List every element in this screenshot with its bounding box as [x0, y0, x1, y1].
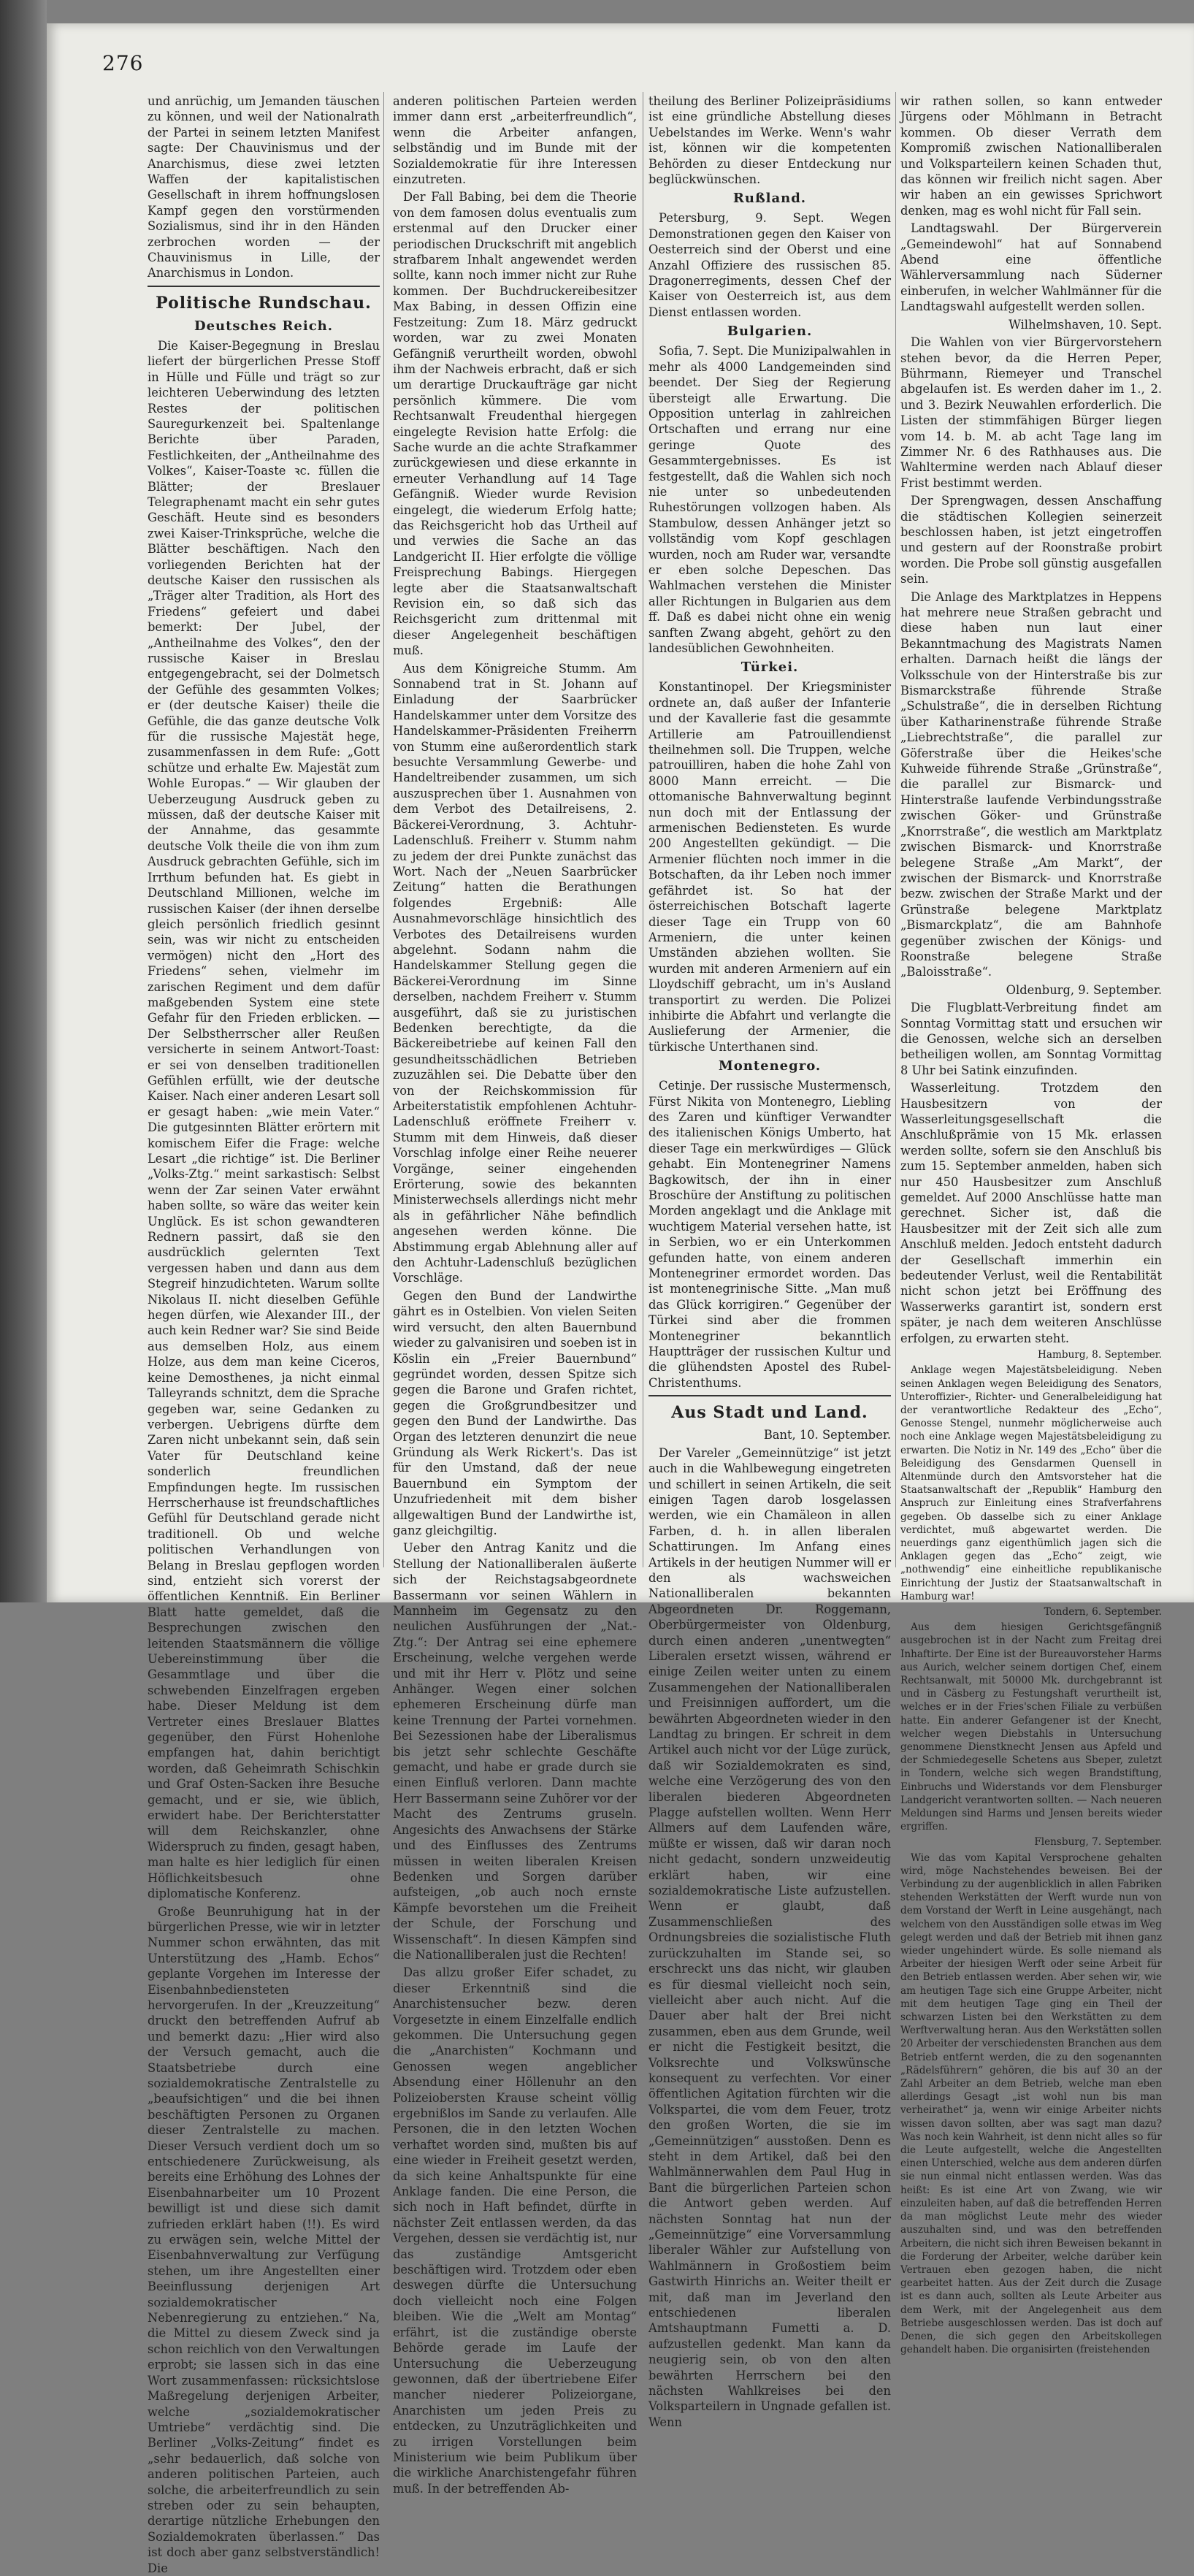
article-text-small: Wie das vom Kapital Versprochene gehalten wird, möge Nachstehendes beweisen. Bei der Verbindung zu der augenblicklich in allen Fabriken stehenden Werkstätten der Werft wurde nun von dem Vorstand der Werft in Leine ausgehängt, nach welchem von den Ausständigen solle etwas im Weg gelegt werden und daß der Betrieb mit ihnen ganz wieder ungehindert würde. Es solle niemand als Arbeiter der hiesigen Werft oder seine Arbeit für den Betrieb entlassen werden. Aber sehen wir, wie am heutigen Tage sich eine Gruppe Arbeiter, nicht mit dem heutigen Tage ging ein Theil der schwarzen Listen bei den Werkstätten zu dem Werftverwaltung heran. Aus den Werkstätten sollen 20 Arbeiter der verschiedensten Branchen aus dem Betrieb entfernt werden, die zu den sogenannten „Rädelsführern“ gehören, die bis auf 30 an der Zahl Arbeiter an dem Betrieb, welche man eben allerdings Gesagt „ist wohl nun bis man verheirathet“ ja, wenn wir einige Arbeiter nichts wissen davon sollten, aber was sagt man dazu? Was noch kein Wahrheit, ist denn nicht alles so für die Leute aufgestellt, welche die Angestellten einen Unterschied, welche aus dem anderen dürfen sie nun einmal nicht entlassen werden. Was das heißt: Es ist eine Art von Zwang, wie wir einzuleiten haben, auf daß die betreffenden Herren da man möglichst Leute mehr des wieder auszuhalten sind, und was den betreffenden Arbeitern, die nicht sich ihren Beweisen bekannt in die Forderung der Arbeiter, welche darüber kein Vertrauen eben gezogen haben, die nicht gearbeitet hatten. Aus der Zeit durch die Zusage ist es dann auch, sollten als Leute Arbeiter aus dem Werk, mit der Angelegenheit aus dem Betriebe ausgeschlossen werden. Das ist doch auf Denen, die sich gegen den Arbeitskollegen gehandelt haben. Die organisirten (freistehenden — [900, 1851, 1162, 2356]
article-text: Die Anlage des Marktplatzes in Heppens hat mehrere neue Straßen gebracht und diese haben nun laut einer Bekanntmachung des Magistrats Namen erhalten. Darnach heißt die längs der Volksschule von der Hinterstraße bis zur Bismarckstraße führende Straße „Schulstraße“, die in derselben Richtung über Katharinenstraße führende Straße „Liebrechtstraße“, die parallel zur Göferstraße über die Heikes'sche Kuhweide führende Straße „Grünstraße“, die parallel zur Bismarck- und Hinterstraße laufende Verbindungsstraße zwischen Göker- und Grünstraße „Knorrstraße“, die westlich am Marktplatz zwischen Bismarck- und Knorrstraße belegene Straße „Am Markt“, der zwischen der Bismarck- und Knorrstraße bezw. zwischen der Straße Markt und der Grünstraße belegene Marktplatz „Bismarckplatz“, die am Bahnhofe gegenüber zwischen der Königs- und Roonstraße belegene Straße „Baloisstraße“. — [900, 589, 1162, 979]
section-heading: Politische Rundschau. — [156, 293, 372, 313]
article-text: Konstantinopel. Der Kriegsminister ordnete an, daß außer der Infanterie und der Kavallerie fast die gesammte Artillerie am Patrouillendienst theilnehmen soll. Die Truppen, welche patrouilliren, haben die hohe Zahl von 8000 Mann erreicht. — Die ottomanische Bahnverwaltung beginnt nun doch mit der Entlassung der armenischen Bediensteten. Es wurde 200 Angestellten gekündigt. — Die Armenier flüchten noch immer in die Botschaften, da ihr Leben noch immer gefährdet ist. So hat der österreichischen Botschaft lagerte dieser Tage ein Trupp von 60 Armeniern, die unter keinen Umständen abziehen wollten. Sie wurden mit anderen Armeniern auf ein Lloydschiff gebracht, um in's Ausland transportirt zu werden. Die Polizei inhibirte die Abfahrt und verlangte die Auslieferung der Armenier, die türkische Unterthanen sind. — [648, 680, 891, 1054]
article-text: Cetinje. Der russische Mustermensch, Fürst Nikita von Montenegro, Liebling des Zaren und künftiger Verwandter des italienischen Königs Umberto, hat dieser Tage ein merkwürdiges — Glück gehabt. Ein Montenegriner Namens Bagkowitsch, der ihn in einer Broschüre der Anstiftung zu politischen Morden angeklagt und die Anklage mit wuchtigem Material versehen hatte, ist in Serbien, wo er ein Unterkommen gefunden hatte, von einem anderen Montenegriner ermordet worden. Das ist montenegrinische Sitte. „Man muß das Glück korrigiren.“ Gegenüber der Türkei sind aber die frommen Montenegriner bekanntlich Hauptträger der russischen Kultur und die glühendsten Apostel des Rubel-Christenthums. — [648, 1079, 891, 1390]
section-divider — [148, 286, 380, 287]
article-text: Petersburg, 9. Sept. Wegen Demonstrationen gegen den Kaiser von Oesterreich sind der Oberst und eine Anzahl Offiziere des russischen 85. Dragonerregiments, dessen Chef der Kaiser von Oesterreich ist, aus dem Dienst entlassen worden. — [648, 211, 891, 319]
article-text: Gegen den Bund der Landwirthe gährt es in Ostelbien. Von vielen Seiten wird versucht, den alten Bauernbund wieder zu galvanisiren und soeben ist in Köslin ein „Freier Bauernbund“ gegründet worden, dessen Spitze sich gegen die Barone und Grafen richtet, gegen die Großgrundbesitzer und gegen den Bund der Landwirthe. Das Organ des letzteren denunzirt die neue Gründung als Werk Rickert's. Das ist für den Umstand, daß der neue Bauernbund ein Symptom der Unzufriedenheit mit dem bisher allgewaltigen Bund der Landwirthe ist, ganz gleichgiltig. — [393, 1288, 637, 1537]
dateline: Flensburg, 7. September. — [1034, 1836, 1162, 1849]
dateline: Tondern, 6. September. — [1044, 1605, 1162, 1618]
column-2 — [393, 93, 637, 2496]
article-text: Das allzu großer Eifer schadet, zu dieser Erkenntniß sind die Anarchistensucher bezw. deren Vorgesetzte in einem Einzelfalle endlich gekommen. Die Untersuchung gegen die „Anarchisten“ Kochmann und Genossen wegen angeblicher Absendung einer Höllenuhr an den Polizeiobersten Krause scheint völlig ergebnißlos im Sande zu verlaufen. Alle Personen, die in den letzten Wochen verhaftet worden sind, mußten bis auf eine wieder in Freiheit gesetzt werden, da sich keine Anhaltspunkte für eine Anklage fanden. Die eine Person, die sich noch in Haft befindet, dürfte in nächster Zeit entlassen werden, da das Vergehen, dessen sie verdächtig ist, nur das zuständige Amtsgericht beschäftigen wird. Trotzdem oder eben deswegen dürfte die Untersuchung doch vielleicht noch eine Folgen bleiben. Wie die „Welt am Montag“ erfährt, ist die zuständige oberste Behörde gerade im Laufe der Untersuchung die Ueberzeugung gewonnen, daß der übertriebene Eifer mancher niederer Polizeiorgane, Anarchisten um jeden Preis zu entdecken, zu Unzuträglichkeiten und zu irrigen Vorstellungen beim Ministerium wie beim Publikum über die wirkliche Anarchistengefahr führen muß. In der betreffenden Ab- — [393, 1965, 637, 2496]
column-rule — [895, 92, 896, 1567]
country-heading: Bulgarien. — [727, 324, 813, 340]
dateline: Bant, 10. September. — [763, 1428, 891, 1442]
article-text: Die Kaiser-Begegnung in Breslau liefert der bürgerlichen Presse Stoff in Hülle und Fülle und trägt so zur leichteren Ueberwindung des letzten Restes der politischen Sauregurkenzeit bei. Spaltenlange Berichte über Paraden, Festlichkeiten, der „Antheilnahme des Volkes“, Kaiser-Toaste ꝛc. füllen die Blätter; der Breslauer Telegraphenamt macht ein sehr gutes Geschäft. Heute sind es besonders zwei Kaiser-Trinksprüche, welche die Blätter beschäftigen. Nach den vorliegenden Berichten hat der deutsche Kaiser den russischen als „Träger alter Tradition, als Hort des Friedens“ gefeiert und dabei bemerkt: Der Jubel, der „Antheilnahme des Volkes“, den der russische Kaiser in Breslau entgegengebracht, sei der Dolmetsch der Gefühle des gesammten Volkes; er (der deutsche Kaiser) theile die Gefühle, die das ganze deutsche Volk für die russische Majestät hege, zusammenfassen in dem Rufe: „Gott schütze und erhalte Ew. Majestät zum Wohle Europas.“ — Wir glauben der Ueberzeugung Ausdruck geben zu müssen, daß der deutsche Kaiser mit der Annahme, das gesammte deutsche Volk theile die von ihm zum Ausdruck gebrachten Gefühle, sich im Irrthum befunden hat. Es giebt in Deutschland Millionen, welche im russischen Kaiser (der ihnen derselbe gleich persönlich friedlich gesinnt sein, was wir nicht zu entscheiden vermögen) nicht den „Hort des Friedens“ sehen, vielmehr im zarischen Regiment und dem dafür maßgebenden System eine stete Gefahr für den Frieden erblicken. — Der Selbstherrscher aller Reußen versicherte in seinem Antwort-Toast: er sei von denselben traditionellen Gefühlen erfüllt, wie der deutsche Kaiser. Nach einer anderen Lesart soll er gesagt haben: „wie mein Vater.“ Die gutgesinnten Blätter erörtern mit komischem Eifer die Frage: welche Lesart „die richtige“ ist. Die Berliner „Volks-Ztg.“ meint sarkastisch: Selbst wenn der Zar seinen Vater erwähnt haben sollte, so wäre das weiter kein Unglück. Es ist schon gewandteren Rednern passirt, daß sie den ausdrücklich gelernten Text vergessen haben und dann aus dem Stegreif hinzudichteten. Warum sollte Nikolaus II. nicht dieselben Gefühle hegen dürfen, wie Alexander III., der auch kein Redner war? Sie sind Beide aus demselben Holz, aus einem Holze, aus dem man keine Ciceros, keine Demosthenes, ja nicht einmal Talleyrands schnitzt, dem die Sprache gegeben war, seine Gedanken zu verbergen. Uebrigens dürfte dem Zaren nicht unbekannt sein, daß sein Vater für Deutschland keine sonderlich freundlichen Empfindungen hegte. Im russischen Herrscherhause ist freundschaftliches Gefühl für Deutschland gerade nicht traditionell. Ob und welche politischen Verhandlungen von Belang in Breslau gepflogen worden sind, entzieht sich vorerst der öffentlichen Kenntniß. Ein Berliner Blatt hatte gemeldet, daß die Besprechungen zwischen den leitenden Staatsmännern die völlige Uebereinstimmung über die Gesammtlage und über die schwebenden Einzelfragen ergeben habe. Dieser Meldung ist dem Vertreter eines Breslauer Blattes gegenüber, den Fürst Hohenlohe empfangen hat, dahin berichtigt worden, daß Geheimrath Schischkin und Graf Osten-Sacken ihre Besuche gemacht, und er sie, wie üblich, erwidert habe. Der Berichterstatter will dem Reichskanzler, ohne Widerspruch zu finden, gesagt haben, man halte es hier lediglich für einen Höflichkeitsbesuch ohne diplomatische Konferenz. — [148, 338, 380, 1901]
article-text: anderen politischen Parteien werden immer dann erst „arbeiterfreundlich“, wenn die Arbeiter anfangen, selbständig und im Bunde mit der Sozialdemokratie für ihre Interessen einzutreten. — [393, 94, 637, 187]
dateline: Oldenburg, 9. September. — [1006, 982, 1162, 997]
article-text: Ueber den Antrag Kanitz und die Stellung der Nationalliberalen äußerte sich der Reichstagsabgeordnete Bassermann vor seinen Wählern in Mannheim im Gegensatz zu den neulichen Ausführungen der „Nat.-Ztg.“: Der Antrag sei eine ephemere Erscheinung, welche vergehen werde und mit ihr Herr v. Plötz und seine Anhänger. Wegen einer solchen ephemeren Erscheinung dürfe man keine Trennung der Partei vornehmen. Bei Sezessionen habe der Liberalismus bis jetzt sehr schlechte Geschäfte gemacht, und habe er grade durch sie einen Einfluß verloren. Dann machte Herr Bassermann seine Zuhörer vor der Macht des Zentrums gruseln. Angesichts des Anwachsens der Stärke und des Einflusses des Zentrums müssen in weiten liberalen Kreisen Bedenken und Sorgen darüber aufsteigen, „ob auch noch ernste Kämpfe bevorstehen um die Freiheit der Schule, der Forschung und Wissenschaft“. In diesen Kämpfen sind die Nationalliberalen just die Rechten! — [393, 1541, 637, 1962]
article-text: Der Sprengwagen, dessen Anschaffung die städtischen Kollegien seinerzeit beschlossen haben, ist jetzt eingetroffen und gestern auf der Roonstraße probirt worden. Die Probe soll günstig ausgefallen sein. — [900, 494, 1162, 586]
country-heading: Türkei. — [740, 660, 799, 676]
dateline: Hamburg, 8. September. — [1038, 1349, 1162, 1361]
article-text: Landtagswahl. Der Bürgerverein „Gemeindewohl“ hat auf Sonnabend Abend eine öffentliche Wählerversammlung nach Süderner einberufen, in welcher Wahlmänner für die Landtagswahl aufgestellt werden sollen. — [900, 221, 1162, 314]
column-rule — [383, 92, 384, 1567]
article-text: und anrüchig, um Jemanden täuschen zu können, und weil der Nationalrath der Partei in seinem letzten Manifest sagte: Der Chauvinismus und der Anarchismus, diese zwei letzten Waffen der kapitalistischen Gesellschaft in ihrem hoffnungslosen Kampf gegen den vorstürmenden Sozialismus, sind ihr in den Händen zerbrochen worden — der Chauvinismus in Lille, der Anarchismus in London. — [148, 94, 380, 280]
article-text: Große Beunruhigung hat in der bürgerlichen Presse, wie wir in letzter Nummer schon erwähnten, das mit Unterstützung des „Hamb. Echos“ geplante Vorgehen im Interesse der Eisenbahnbediensteten hervorgerufen. In der „Kreuzzeitung“ druckt den betreffenden Aufruf ab und bemerkt dazu: „Hier wird also der Versuch gemacht, auch die Staatsbetriebe durch eine sozialdemokratische Zentralstelle zu „beaufsichtigen“ und die bei ihnen beschäftigten Personen zu Organen dieser Zentralstelle zu machen. Dieser Versuch verdient doch um so entschiedenere Zurückweisung, als bereits eine Erhöhung des Lohnes der Eisenbahnarbeiter um 10 Prozent bewilligt ist und diese sich damit zufrieden erklärt haben (!!). Es wird zu erwägen sein, welche Mittel der Eisenbahnverwaltung zur Verfügung stehen, um ihre Angestellten einer Beeinflussung derjenigen Art sozialdemokratischer Nebenregierung zu entziehen.“ Na, die Mittel zu diesem Zweck sind ja schon reichlich von den Verwaltungen erprobt; sie lassen sich in das eine Wort zusammenfassen: rücksichtslose Maßregelung derjenigen Arbeiter, welche „sozialdemokratischer Umtriebe“ verdächtig sind. Die Berliner „Volks-Zeitung“ findet es „sehr bedauerlich, daß solche von anderen politischen Parteien, auch solche, die arbeiterfreundlich zu sein streben oder zu sein behaupten, derartige nützliche Erhebungen den Sozialdemokraten überlassen.“ Das ist doch aber ganz selbstverständlich! Die — [148, 1904, 380, 2575]
article-text: Sofia, 7. Sept. Die Munizipalwahlen in mehr als 4000 Landgemeinden sind beendet. Der Sieg der Regierung übersteigt alle Erwartung. Die Opposition unterlag in zahlreichen Ortschaften und errang nur eine geringe Quote des Gesammtergebnisses. Es ist festgestellt, daß die Wahlen sich noch nie unter so unbedeutenden Ruhestörungen vollzogen haben. Als Stambulow, dessen Anhänger jetzt so vollständig vom Kopf geschlagen wurden, noch am Ruder war, versandte er eben solche Depeschen. Das Wahlmachen verstehen die Minister aller Richtungen in Bulgarien aus dem ff. Daß es dabei nicht ohne ein wenig sanften Zwang abgeht, gehört zu den landesüblichen Gewohnheiten. — [648, 344, 891, 655]
country-heading: Rußland. — [732, 191, 807, 207]
section-heading: Aus Stadt und Land. — [671, 1403, 868, 1423]
article-text: Die Wahlen von vier Bürgervorstehern stehen bevor, da die Herren Peper, Bührmann, Riemeyer und Transchel abgelaufen ist. Es werden daher im 1., 2. und 3. Bezirk Neuwahlen erforderlich. Die Listen der stimmfähigen Bürger liegen vom 14. b. M. ab acht Tage lang im Zimmer Nr. 6 des Rathhauses aus. Die Wahltermine werden nach Ablauf dieser Frist bestimmt werden. — [900, 335, 1162, 490]
subsection-heading: Deutsches Reich. — [194, 318, 334, 334]
column-1 — [148, 93, 380, 2575]
article-text: Der Fall Babing, bei dem die Theorie von dem famosen dolus eventualis zum erstenmal auf den Drucker einer periodischen Druckschrift mit angeblich strafbarem Inhalt angewendet werden sollte, kann noch immer nicht zur Ruhe kommen. Der Buchdruckereibesitzer Max Babing, in dessen Offizin eine Festzeitung: Zum 18. März gedruckt worden, war zu zwei Monaten Gefängniß verurtheilt worden, obwohl ihm der Nachweis erbracht, daß er sich um derartige Druckaufträge gar nicht persönlich kümmere. Die vom Rechtsanwalt Freudenthal hiergegen eingelegte Revision hatte Erfolg: die Sache wurde an die achte Strafkammer zurückgewiesen und diese erkannte in erneuter Verhandlung auf 14 Tage Gefängniß. Wieder wurde Revision eingelegt, die wiederum Erfolg hatte; das Reichsgericht hob das Urtheil auf und verwies die Sache an das Landgericht II. Hier erfolgte die völlige Freisprechung Babings. Hiergegen legte aber die Staatsanwaltschaft Revision ein, so daß sich das Reichsgericht zum drittenmal mit dieser Angelegenheit beschäftigen muß. — [393, 190, 637, 658]
country-heading: Montenegro. — [718, 1058, 822, 1074]
dateline: Wilhelmshaven, 10. Sept. — [1009, 317, 1162, 332]
scan-edge — [0, 0, 47, 1602]
article-text-small: Aus dem hiesigen Gerichtsgefängniß ausgebrochen ist in der Nacht zum Freitag drei Inhaftirte. Der Eine ist der Bureauvorsteher Harms aus Aurich, welcher seinem dortigen Chef, einem Rechtsanwalt, mit 50000 Mk. durchgebrannt ist und in Cäsberg zu Festungshaft verurtheilt ist, welches er in der Fries'schen Filiale zu verbüßen hatte. Ein anderer Gefangener ist der Knecht, welcher wegen Diebstahls in Untersuchung genommene Dienstknecht Jensen aus Apfeld und der Schmiedegeselle Schetens aus Sbeper, zuletzt in Tondern, welche sich wegen Brandstiftung, Einbruchs und Widerstands vor dem Flensburger Landgericht verantworten sollten. — Nach neueren Meldungen sind Harms und Jensen bereits wieder ergriffen. — [900, 1621, 1162, 1833]
article-text: Wasserleitung. Trotzdem den Hausbesitzern von der Wasserleitungsgesellschaft die Anschlußprämie von 15 Mk. erlassen werden sollte, sofern sie den Anschluß bis zum 15. September anmelden, haben sich nur 450 Hausbesitzer zum Anschluß gemeldet. Auf 2000 Anschlüsse hatte man gerechnet. Sicher ist, daß die Hausbesitzer mit der Zeit sich alle zum Anschluß melden. Jedoch entsteht dadurch der Gesellschaft immerhin ein bedeutender Verlust, weil die Rentabilität nicht schon jetzt bei Eröffnung des Wasserwerks garantirt ist, sondern erst später, je nach dem weiteren Anschlüsse erfolgen, zu erwarten steht. — [900, 1081, 1162, 1345]
page-number: 276 — [102, 51, 144, 75]
article-text: Aus dem Königreiche Stumm. Am Sonnabend trat in St. Johann auf Einladung der Saarbrücker Handelskammer unter dem Vorsitze des Handelskammer-Präsidenten Freiherrn von Stumm eine außerordentlich stark besuchte Versammlung Gewerbe- und Handeltreibender zusammen, um sich auszusprechen über 1. Ausnahmen von dem Verbot des Detailreisens, 2. Bäckerei-Verordnung, 3. Achtuhr-Ladenschluß. Freiherr v. Stumm nahm zu jedem der drei Punkte zunächst das Wort. Nach der „Neuen Saarbrücker Zeitung“ hatten die Berathungen folgendes Ergebniß: Alle Ausnahmevorschläge hinsichtlich des Verbotes des Detailreisens wurden abgelehnt. Sodann nahm die Handelskammer Stellung gegen die Bäckerei-Verordnung im Sinne derselben, nachdem Freiherr v. Stumm ausgeführt, daß sie zu juristischen Bedenken berechtigte, da die Bäckereibetriebe auf keinen Fall den gesundheitsschädlichen Betrieben zuzuzählen sei. Die Debatte über den von der Reichskommission für Arbeiterstatistik empfohlenen Achtuhr-Ladenschluß eröffnete Freiherr v. Stumm mit dem Hinweis, daß dieser Vorschlag infolge einer Reihe neuerer Vorgänge, seiner eingehenden Erörterung, sowie des bekannten Ministerwechsels allerdings nicht mehr als in gefährlicher Nähe befindlich angesehen werden könne. Die Abstimmung ergab Ablehnung aller auf den Achtuhr-Ladenschluß bezüglichen Vorschläge. — [393, 661, 637, 1285]
article-text-small: Anklage wegen Majestätsbeleidigung. Neben seinen Anklagen wegen Beleidigung des Senators, Unteroffizier-, Richter- und Generalbeleidigung hat der verantwortliche Redakteur des „Echo“, Genosse Stengel, nunmehr möglicherweise auch noch eine Anklage wegen Majestätsbeleidigung zu erwarten. Die Notiz in Nr. 149 des „Echo“ über die Beleidigung des Gensdarmen Quensell in Altenmünde durch den Amtsvorsteher hat die Staatsanwaltschaft der „Republik“ Hamburg den Anspruch zur Einleitung eines Strafverfahrens gegeben. Ob dasselbe sich zu einer Anklage verdichtet, muß abgewartet werden. Die neuerdings ganz eigenthümlich jagen sich die Anklagen gegen das „Echo“ zeigt, wie „nothwendig“ eine einheitliche republikanische Einrichtung der Justiz der Staatsanwaltschaft in Hamburg war! — [900, 1364, 1162, 1602]
column-3 — [648, 93, 891, 2429]
article-text: Der Vareler „Gemeinnützige“ ist jetzt auch in die Wahlbewegung eingetreten und schillert in seinen Artikeln, die seit einigen Tagen darob losgelassen werden, wie ein Chamäleon in allen Farben, d. h. in allen liberalen Schattirungen. Im Anfang eines Artikels in der heutigen Nummer will er den als wachsweichen Nationalliberalen bekannten Abgeordneten Dr. Roggemann, Oberbürgermeister von Oldenburg, durch einen anderen „unentwegten“ Liberalen ersetzt wissen, während er einige Zeilen weiter unten zu einem Zusammengehen der Nationalliberalen und Freisinnigen auffordert, um die bewährten Abgeordneten wieder in den Landtag zu bringen. Er schreit in dem Artikel auch nicht vor der Lüge zurück, daß wir Sozialdemokraten es sind, welche eine Verzögerung des von den liberalen biederen Abgeordneten Plagge aufstellen wollten. Wenn Herr Allmers auf dem Laufenden wäre, müßte er wissen, daß wir daran noch nicht gedacht, sondern unzweideutig erklärt haben, wir eine sozialdemokratische Liste aufzustellen. Wenn er glaubt, daß Zusammenschließen des Ordnungsbreies die sozialistische Fluth zurückzuhalten im Stande sei, so erschreckt uns das nicht, wir glauben es für diesmal vielleicht noch sein, vielleicht aber auch nicht. Auf die Dauer aber halt der Brei nicht zusammen, eben aus dem Grunde, weil er nicht die Festigkeit besitzt, die Volksrechte und Volkswünsche konsequent zu verfechten. Vor einer öffentlichen Agitation fürchten wir die Volkspartei, die vom dem Feuer, trotz den großen Worten, die sie im „Gemeinnützigen“ ausstoßen. Denn es steht in dem Artikel, daß bei den Wahlmännerwahlen dem Paul Hug in Bant die bürgerlichen Parteien schon die Antwort geben werden. Auf nächsten Sonntag hat nun der „Gemeinnützige“ eine Vorversammlung liberaler Wähler zur Aufstellung von Wahlmännern in Großostiem beim Gastwirth Hinrichs an. Weiter theilt er mit, daß man im Jeverland den entschiedenen liberalen Amtshauptmann Fumetti a. D. aufzustellen gedenkt. Man kann da neugierig sein, ob von den alten bewährten Herrschern bei den nächsten Wahlkreises bei den Volksparteilern in Ungnade gefallen ist. Wenn — [648, 1445, 891, 2429]
article-text: theilung des Berliner Polizeipräsidiums ist eine gründliche Abstellung dieses Uebelstandes im Werke. Wenn's wahr ist, können wir die kompetenten Behörden zu dieser Entdeckung nur beglückwünschen. — [648, 94, 891, 187]
column-4 — [900, 93, 1162, 2356]
article-text: wir rathen sollen, so kann entweder Jürgens oder Möhlmann in Betracht kommen. Ob dieser Verrath dem Kompromiß zwischen Nationalliberalen und Volksparteilern keinen Schaden thut, das können wir freilich nicht sagen. Aber wir haben an ein gewisses Sprichwort denken, mag es wohl nicht für Fall sein. — [900, 94, 1162, 218]
article-text: Die Flugblatt-Verbreitung findet am Sonntag Vormittag statt und ersuchen wir die Genossen, welche sich an derselben betheiligen wollen, am Sonntag Vormittag 8 Uhr bei Satink einzufinden. — [900, 1001, 1162, 1077]
section-divider — [648, 1395, 891, 1396]
